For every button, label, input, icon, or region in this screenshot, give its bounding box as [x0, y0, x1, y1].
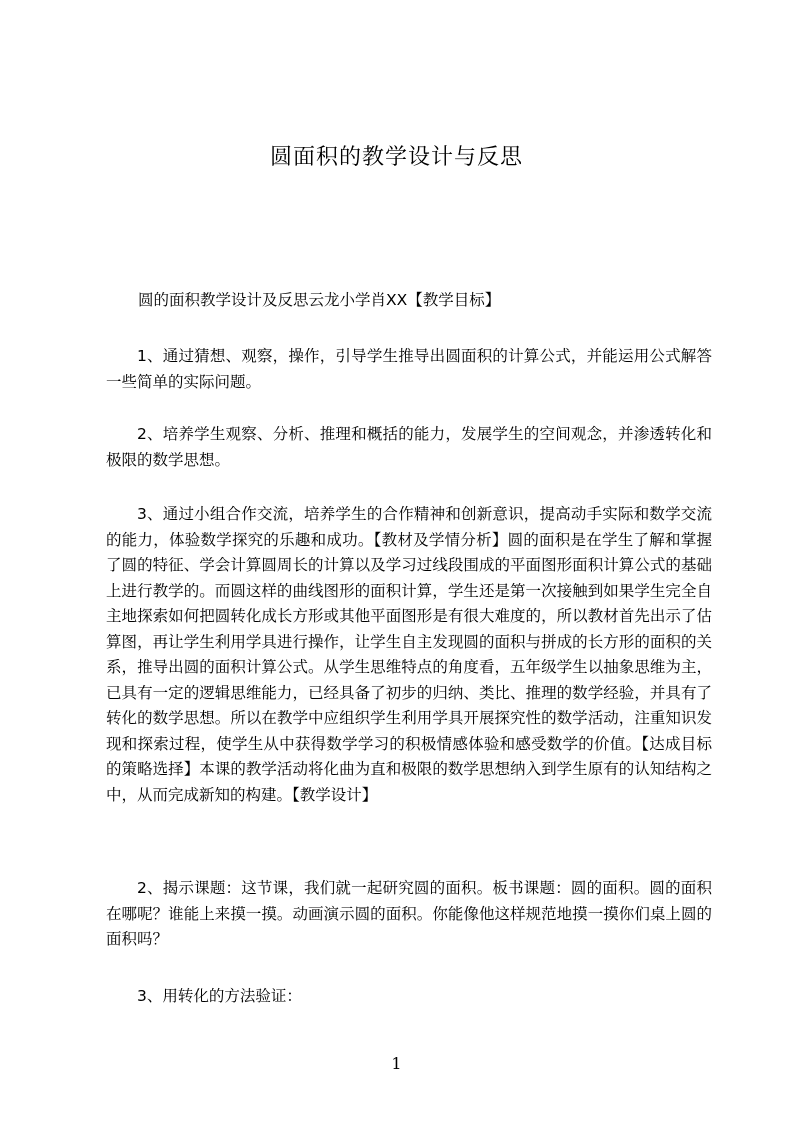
paragraph-objective-1: 1、通过猜想、观察，操作，引导学生推导出圆面积的计算公式，并能运用公式解答一些简单的实际问题。: [106, 347, 712, 391]
paragraph-objective-2: 2、培养学生观察、分析、推理和概括的能力，发展学生的空间观念，并渗透转化和极限的数学思想。: [106, 425, 712, 469]
paragraph-reveal-topic: 2、揭示课题：这节课，我们就一起研究圆的面积。板书课题：圆的面积。圆的面积在哪呢？谁能上来摸一摸。动画演示圆的面积。你能像他这样规范地摸一摸你们桌上圆的面积吗？: [106, 879, 712, 948]
paragraph-verify-method: 3、用转化的方法验证：: [137, 987, 302, 1005]
document-title: 圆面积的教学设计与反思: [269, 145, 523, 170]
paragraph-objective-3: 3、通过小组合作交流，培养学生的合作精神和创新意识，提高动手实际和数学交流的能力，体验数学探究的乐趣和成功。【教材及学情分析】圆的面积是在学生了解和掌握了圆的特征、学会计算圆周长的计算以及学习过线段围成的平面图形面积计算公式的基础上进行教学的。而圆这样的曲线图形的面积计算，学生还是第一次接触到如果学生完全自主地探索如何把圆转化成长方形或其他平面图形是有很大难度的，所以教材首先出示了估算图，再让学生利用学具进行操作，让学生自主发现圆的面积与拼成的长方形的面积的关系，推导出圆的面积计算公式。从学生思维特点的角度看，五年级学生以抽象思维为主，已具有一定的逻辑思维能力，已经具备了初步的归纳、类比、推理的数学经验，并具有了转化的数学思想。所以在教学中应组织学生利用学具开展探究性的数学活动，注重知识发现和探索过程，使学生从中获得数学学习的积极情感体验和感受数学的价值。【达成目标的策略选择】本课的教学活动将化曲为直和极限的数学思想纳入到学生原有的认知结构之中，从而完成新知的构建。【教学设计】: [106, 505, 712, 804]
page-number: 1: [391, 1054, 402, 1073]
paragraph-intro: 圆的面积教学设计及反思云龙小学肖XX【教学目标】: [138, 291, 501, 309]
